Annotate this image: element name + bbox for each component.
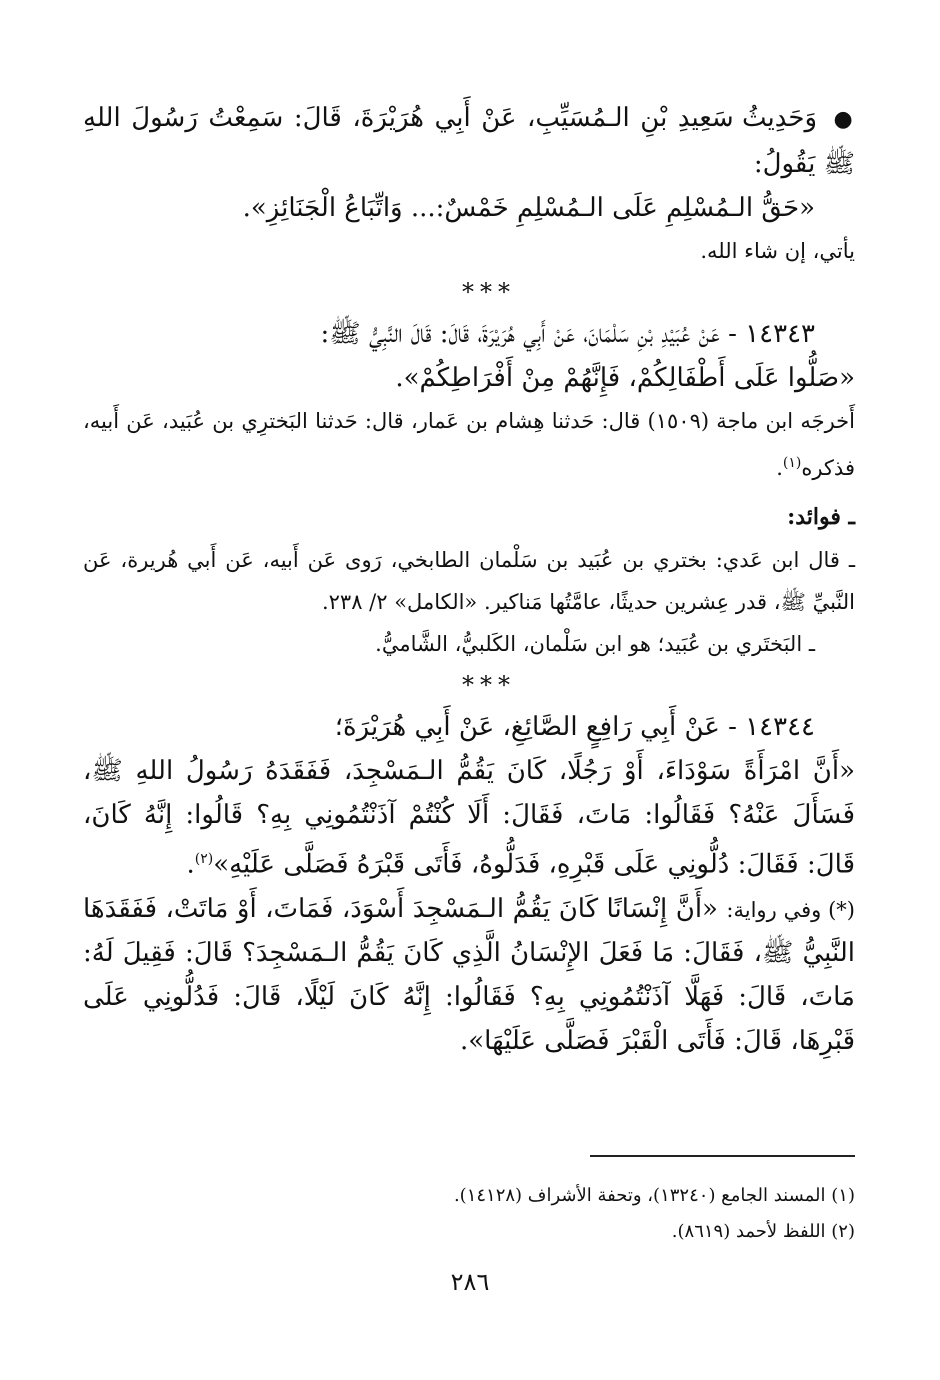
quote-end: .: [186, 849, 195, 880]
fawaid-heading: ـ فوائد:: [787, 504, 855, 530]
hadith-14343-takhrij: [83, 400, 855, 489]
footnote-divider: [590, 1155, 855, 1157]
hadith-14344-text: [83, 749, 855, 887]
hadith-number: ١٤٣٤٣ -: [728, 319, 815, 349]
riwaya-label: (*) وفي رواية:: [726, 897, 856, 922]
takhrij-end: .: [776, 456, 783, 480]
section-separator: ***: [462, 671, 516, 699]
page-body: [83, 96, 855, 1063]
takhrij-text: أَخرجَه ابن ماجة (١٥٠٩) قال: حَدثنا هِشام بن عَمار، قال: حَدثنا البَخترِي بن عُبَيد، عَن أَبيه، فذكره: [83, 409, 855, 480]
section-separator: ***: [462, 278, 516, 306]
fawaid-note-1: ـ قال ابن عَدي: بختري بن عُبَيد بن سَلْمان الطابخي، رَوى عَن أَبيه، عَن أَبي هُريرة، عَن النَّبيِّ ﷺ، قدر عِشرين حديثًا، عامَّتُها مَناكير. «الكامل» ٢/ ٢٣٨.: [83, 548, 855, 614]
footnote-1: (١) المسند الجامع (١٣٢٤٠)، وتحفة الأشراف (١٤١٢٨).: [453, 1185, 855, 1206]
hadith-chain-text: عَنْ أَبِي رَافِعٍ الصَّائِغِ، عَنْ أَبِي هُرَيْرَةَ؛: [334, 712, 720, 742]
hadith-chain-text: عَنْ عُبَيْدِ بْنِ سَلْمَانَ، عَنْ أَبِي هُرَيْرَةَ، قَالَ: قَالَ النَّبِيُّ ﷺ:: [320, 319, 720, 349]
fawaid-note-2: ـ البَختَري بن عُبَيد؛ هو ابن سَلْمان، الكَلبيُّ، الشَّاميُّ.: [375, 632, 815, 656]
hadith-14344-chain: [83, 705, 855, 749]
footnote-marker[interactable]: (٢): [194, 851, 214, 867]
hadith-quote: «أَنَّ امْرَأَةً سَوْدَاءَ، أَوْ رَجُلًا، كَانَ يَقُمُّ الـمَسْجِدَ، فَفَقَدَهُ رَسُولُ اللهِ ﷺ، فَسَأَلَ عَنْهُ؟ فَقَالُوا: مَاتَ، فَقَالَ: أَلَا كُنْتُمْ آذَنْتُمُونِي بِهِ؟ قَالُوا: إِنَّهُ كَانَ، قَالَ: فَقَالَ: دُلُّونِي عَلَى قَبْرِهِ، فَدَلُّوهُ، فَأَتَى قَبْرَهُ فَصَلَّى عَلَيْهِ»: [83, 756, 855, 880]
hadith-said-ibn-musayyib: [83, 96, 855, 186]
bullet-icon: ●: [833, 107, 855, 132]
page-number: ٢٨٦: [450, 1268, 490, 1296]
footnote-marker[interactable]: (١): [782, 455, 802, 471]
hadith-14343-text: «صَلُّوا عَلَى أَطْفَالِكُمْ، فَإِنَّهُمْ مِنْ أَفْرَاطِكُمْ».: [395, 363, 855, 393]
hadith-14343-chain: [83, 312, 855, 356]
hadith-quote-five-rights: «حَقُّ الـمُسْلِمِ عَلَى الـمُسْلِمِ خَمْسٌ:... وَاتِّبَاعُ الْجَنَائِزِ».: [242, 193, 815, 223]
hadith-number: ١٤٣٤٤ -: [728, 712, 815, 742]
footnotes: [83, 1178, 855, 1250]
cross-reference-note: يأتي، إن شاء الله.: [700, 239, 855, 263]
hadith-chain-text: وَحَدِيثُ سَعِيدِ بْنِ الـمُسَيِّبِ، عَنْ أَبِي هُرَيْرَةَ، قَالَ: سَمِعْتُ رَسُولَ اللهِ ﷺ يَقُولُ:: [83, 103, 855, 179]
footnote-2: (٢) اللفظ لأحمد (٨٦١٩).: [671, 1221, 855, 1242]
riwaya-text: «أَنَّ إِنْسَانًا كَانَ يَقُمُّ الـمَسْجِدَ أَسْوَدَ، فَمَاتَ، أَوْ مَاتَتْ، فَفَقَدَهَا النَّبِيُّ ﷺ، فَقَالَ: مَا فَعَلَ الإِنْسَانُ الَّذِي كَانَ يَقُمُّ الـمَسْجِدَ؟ قَالَ: فَقِيلَ لَهُ: مَاتَ، قَالَ: فَهَلَّا آذَنْتُمُونِي بِهِ؟ فَقَالُوا: إِنَّهُ كَانَ لَيْلًا، قَالَ: فَدُلُّونِي عَلَى قَبْرِهَا، قَالَ: فَأَتَى الْقَبْرَ فَصَلَّى عَلَيْهَا».: [83, 893, 855, 1056]
hadith-14344-riwaya: [83, 887, 855, 1063]
